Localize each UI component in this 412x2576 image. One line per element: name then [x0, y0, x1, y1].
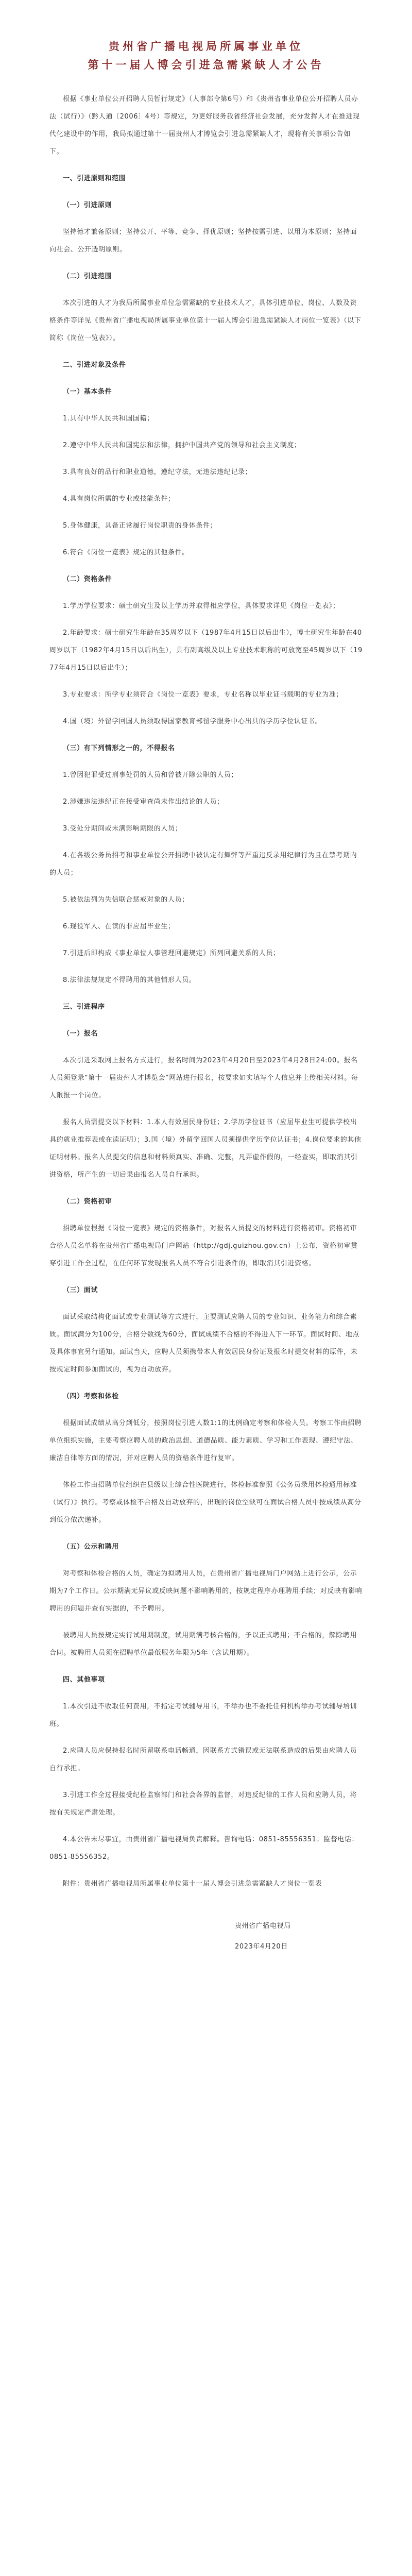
- subsection-heading: （二）资格初审: [63, 1198, 112, 1206]
- paragraph: 4.本公告未尽事宜，由贵州省广播电视局负责解释。咨询电话：0851-85556351；监督电话：0851-85556352。: [49, 1836, 359, 1861]
- paragraph: 招聘单位根据《岗位一览表》规定的资格条件，对报名人员提交的材料进行资格初审。资格初审合格人员名单将在贵州省广播电视局门户网站（http://gdj.guizhou.gov.cn）上公布，资格初审贯穿引进工作全过程，在任何环节发现报名人员不符合引进条件的，即取消其引进资格。: [49, 1225, 358, 1267]
- paragraph: 报名人员需提交以下材料：1.本人有效居民身份证；2.学历学位证书（应届毕业生可提供学校出具的就业推荐表或在读证明）；3.国（境）外留学回国人员须提供学历学位认证书；4.岗位要求的其他证明材料。报名人员提交的信息和材料须真实、准确、完整，凡弄虚作假的，一经查实，即取消其引进资格，所产生的一切后果由报名人员自行承担。: [49, 1118, 362, 1179]
- paragraph: 3.专业要求：所学专业须符合《岗位一览表》要求，专业名称以毕业证书载明的专业为准；: [63, 691, 344, 699]
- paragraph: 本次引进采取网上报名方式进行，报名时间为2023年4月20日至2023年4月28日24:00。报名人员须登录“第十一届贵州人才博览会”网站进行报名，按要求如实填写个人信息并上传相关材料。每人限报一个岗位。: [49, 1057, 358, 1099]
- paragraph: 被聘用人员按规定实行试用期制度，试用期满考核合格的，予以正式聘用；不合格的，解除聘用合同。被聘用人员须在招聘单位最低服务年限为5年（含试用期）。: [49, 1632, 357, 1657]
- paragraph: 附件：贵州省广播电视局所属事业单位第十一届人博会引进急需紧缺人才岗位一览表: [63, 1880, 322, 1888]
- paragraph: 2.遵守中华人民共和国宪法和法律，拥护中国共产党的领导和社会主义制度；: [63, 442, 301, 449]
- subsection-heading: （五）公示和聘用: [63, 1543, 119, 1551]
- paragraph: 2.年龄要求：硕士研究生年龄在35周岁以下（1987年4月15日以后出生），博士研究生年龄在40周岁以下（1982年4月15日以后出生），具有副高级及以上专业技术职称的可放宽至45周岁以下（1977年4月15日以后出生）；: [49, 629, 363, 672]
- paragraph: 5.身体健康，具备正常履行岗位职责的身体条件；: [63, 522, 217, 530]
- subsection-heading: （一）引进原则: [63, 201, 112, 209]
- paragraph: 4.具有岗位所需的专业或技能条件；: [63, 495, 175, 503]
- subsection-heading: （四）考察和体检: [63, 1393, 119, 1400]
- paragraph: 3.引进工作全过程接受纪检监察部门和社会各界的监督，对违反纪律的工作人员和应聘人员，将按有关规定严肃处理。: [49, 1791, 357, 1817]
- paragraph: 1.本次引进不收取任何费用，不指定考试辅导用书，不举办也不委托任何机构举办考试辅导培训班。: [49, 1703, 357, 1728]
- subsection-heading: （二）引进范围: [63, 273, 112, 280]
- paragraph: 体检工作由招聘单位组织在县级以上综合性医院进行，体检标准参照《公务员录用体检通用标准（试行）》执行。考察或体检不合格及自动放弃的，出现的岗位空缺可在面试合格人员中按成绩从高分到低分依次递补。: [49, 1481, 362, 1524]
- section-heading: 四、其他事项: [63, 1676, 105, 1684]
- subsection-heading: （二）资格条件: [63, 575, 112, 583]
- paragraph: 根据《事业单位公开招聘人员暂行规定》（人事部令第6号）和《贵州省事业单位公开招聘人员办法（试行）》（黔人通〔2006〕4号）等规定，为更好服务我省经济社会发展，充分发挥人才在推进现代化建设中的作用，我局拟通过第十一届贵州人才博览会引进急需紧缺人才，现将有关事项公告如下。: [49, 95, 360, 156]
- paragraph: 根据面试成绩从高分到低分，按照岗位引进人数1:1的比例确定考察和体检人员。考察工作由招聘单位组织实施，主要考察应聘人员的政治思想、道德品质、能力素质、学习和工作表现、遵纪守法、廉洁自律等方面的情况，并对应聘人员的资格条件进行复审。: [49, 1419, 362, 1462]
- subsection-heading: （三）面试: [63, 1286, 98, 1294]
- paragraph: 5.被依法列为失信联合惩戒对象的人员；: [63, 896, 189, 904]
- paragraph: 7.引进后即构成《事业单位人事管理回避规定》所列回避关系的人员；: [63, 950, 280, 957]
- paragraph: 对考察和体检合格的人员，确定为拟聘用人员，在贵州省广播电视局门户网站上进行公示，公示期为7个工作日。公示期满无异议或反映问题不影响聘用的，按规定程序办理聘用手续；对反映有影响聘用的问题并查有实据的，不予聘用。: [49, 1570, 363, 1613]
- paragraph: 1.具有中华人民共和国国籍；: [63, 415, 154, 422]
- paragraph: 6.符合《岗位一览表》规定的其他条件。: [63, 549, 189, 556]
- paragraph: 坚持德才兼备原则；坚持公开、平等、竞争、择优原则；坚持按需引进、以用为本原则；坚持面向社会、公开透明原则。: [49, 228, 357, 253]
- paragraph: 8.法律法规规定不得聘用的其他情形人员。: [63, 976, 196, 984]
- paragraph: 6.现役军人、在读的非应届毕业生；: [63, 923, 175, 930]
- signature-date: 2023年4月20日: [235, 1943, 288, 1951]
- subsection-heading: （三）有下列情形之一的，不得报名: [63, 744, 175, 752]
- paragraph: 1.学历学位要求：硕士研究生及以上学历并取得相应学位，具体要求详见《岗位一览表》；: [63, 602, 340, 610]
- paragraph: 本次引进的人才为我局所属事业单位急需紧缺的专业技术人才，具体引进单位、岗位、人数及资格条件等详见《贵州省广播电视局所属事业单位第十一届人博会引进急需紧缺人才岗位一览表》（以下简称《岗位一览表》）。: [49, 299, 362, 342]
- paragraph: 4.在各级公务员招考和事业单位公开招聘中被认定有舞弊等严重违反录用纪律行为且在禁考期内的人员；: [49, 852, 357, 877]
- signature-block: [49, 1918, 363, 1956]
- paragraph: 2.涉嫌违法违纪正在接受审查尚未作出结论的人员；: [63, 798, 224, 806]
- paragraph: 1.曾因犯罪受过刑事处罚的人员和曾被开除公职的人员；: [63, 771, 238, 779]
- subsection-heading: （一）基本条件: [63, 388, 112, 396]
- document-body: [49, 91, 363, 1893]
- signature-org: 贵州省广播电视局: [235, 1922, 291, 1930]
- section-heading: 一、引进原则和范围: [63, 175, 126, 182]
- subsection-heading: （一）报名: [63, 1030, 98, 1038]
- document-title-line2: 第十一届人博会引进急需紧缺人才公告: [88, 58, 324, 71]
- paragraph: 3.具有良好的品行和职业道德，遵纪守法，无违法违纪记录；: [63, 468, 252, 476]
- paragraph: 面试采取结构化面试或专业测试等方式进行，主要测试应聘人员的专业知识、业务能力和综合素质。面试满分为100分，合格分数线为60分，面试成绩不合格的不得进入下一环节。面试时间、地点及具体事宜另行通知。面试当天，应聘人员须携带本人有效居民身份证及报名时提交材料的原件，未按规定时间参加面试的，视为自动放弃。: [49, 1313, 359, 1374]
- paragraph: 3.受处分期间或未满影响期限的人员；: [63, 825, 182, 833]
- paragraph: 2.应聘人员应保持报名时所留联系电话畅通，因联系方式错误或无法联系造成的后果由应聘人员自行承担。: [49, 1747, 357, 1772]
- section-heading: 三、引进程序: [63, 1003, 105, 1011]
- section-heading: 二、引进对象及条件: [63, 361, 126, 369]
- document-title-line1: 贵州省广播电视局所属事业单位: [109, 40, 303, 53]
- paragraph: 4.国（境）外留学回国人员须取得国家教育部留学服务中心出具的学历学位认证书。: [63, 718, 322, 725]
